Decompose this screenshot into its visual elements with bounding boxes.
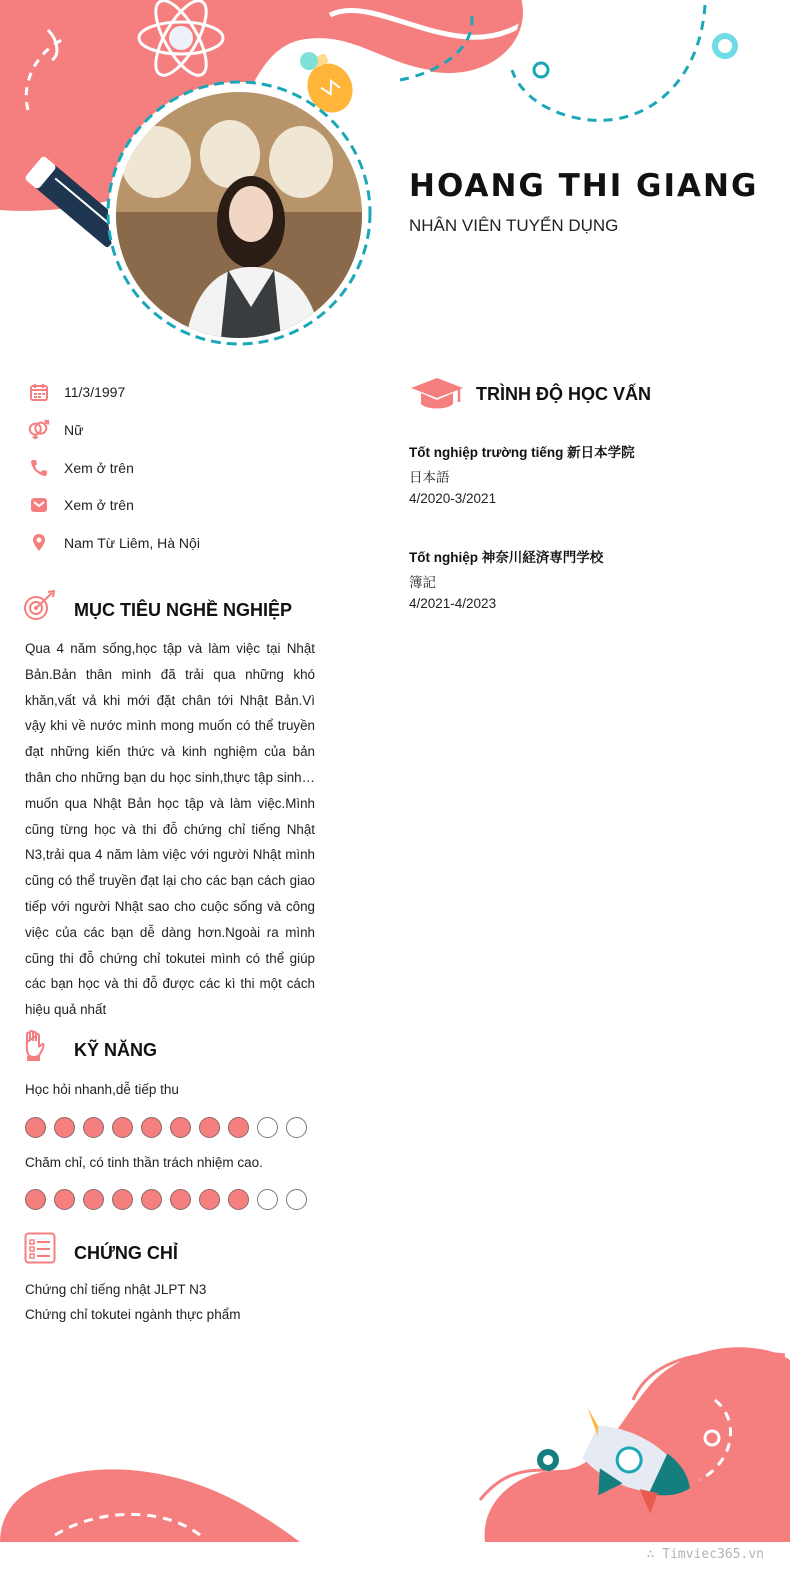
graduation-cap-icon xyxy=(409,376,465,412)
contact-text: Nữ xyxy=(64,422,84,438)
rating-dot-filled xyxy=(170,1117,191,1138)
location-pin-icon xyxy=(28,532,50,554)
rating-dot-empty xyxy=(286,1117,307,1138)
contact-email xyxy=(28,493,134,517)
section-title-education: TRÌNH ĐỘ HỌC VẤN xyxy=(476,384,651,404)
rating-dot-empty xyxy=(257,1117,278,1138)
objective-text: Qua 4 năm sống,học tập và làm việc tại Nhật Bản.Bản thân mình đã trải qua những khó khăn,vất vả khi mới đặt chân tới Nhật Bản.Vì vậy khi về nước mình mong muốn có thể truyền đạt những kiến thức và kinh nghiệm của bản thân cho những bạn du học sinh,thực tập sinh…muốn qua Nhật Bản học tập và làm việc.Mình cũng từng học và thi đỗ chứng chỉ tiếng Nhật N3,trải qua 4 năm làm việc với người Nhật mình cũng có thể truyền đạt lại cho các bạn cách giao tiếp với người Nhật sao cho cuộc sống và công việc của các bạn dễ dàng hơn.Ngoài ra mình cũng thi đỗ chứng chỉ tokutei mình có thể giúp các bạn học và thi đỗ được các kì thi một cách hiệu quả nhất xyxy=(25,641,315,1018)
skill-rating xyxy=(25,1189,307,1210)
section-title-objective: MỤC TIÊU NGHỀ NGHIỆP xyxy=(74,600,293,620)
rating-dot-filled xyxy=(199,1189,220,1210)
checklist-icon xyxy=(24,1232,56,1264)
hand-icon xyxy=(22,1028,48,1062)
certificate-item: Chứng chỉ tiếng nhật JLPT N3 xyxy=(25,1282,207,1297)
rating-dot-empty xyxy=(257,1189,278,1210)
watermark: ∴ Timviec365.vn xyxy=(646,1547,764,1562)
email-icon xyxy=(28,494,50,516)
rating-dot-filled xyxy=(25,1117,46,1138)
rating-dot-filled xyxy=(141,1189,162,1210)
job-title: NHÂN VIÊN TUYỂN DỤNG xyxy=(409,216,619,235)
avatar xyxy=(116,92,362,338)
contact-text: Nam Từ Liêm, Hà Nội xyxy=(64,535,200,551)
section-title-certificates: CHỨNG CHỈ xyxy=(74,1243,178,1263)
skill-name: Học hỏi nhanh,dễ tiếp thu xyxy=(25,1082,179,1097)
rating-dot-filled xyxy=(54,1189,75,1210)
certificate-item: Chứng chỉ tokutei ngành thực phẩm xyxy=(25,1307,241,1322)
rating-dot-filled xyxy=(112,1117,133,1138)
education-school: Tốt nghiệp 神奈川経済専門学校 xyxy=(409,550,604,565)
rating-dot-empty xyxy=(286,1189,307,1210)
calendar-icon xyxy=(28,381,50,403)
education-major: 日本語 xyxy=(409,470,450,485)
contact-address xyxy=(28,531,200,555)
education-period: 4/2021-4/2023 xyxy=(409,596,497,611)
rating-dot-filled xyxy=(83,1189,104,1210)
rating-dot-filled xyxy=(199,1117,220,1138)
footer-decoration xyxy=(0,1330,800,1584)
rating-dot-filled xyxy=(83,1117,104,1138)
contact-birthday xyxy=(28,380,125,404)
skill-name: Chăm chỉ, có tinh thần trách nhiệm cao. xyxy=(25,1155,263,1170)
contact-text: Xem ở trên xyxy=(64,460,134,476)
rating-dot-filled xyxy=(54,1117,75,1138)
contact-gender xyxy=(28,418,83,442)
rating-dot-filled xyxy=(25,1189,46,1210)
gender-icon xyxy=(28,419,50,441)
rating-dot-filled xyxy=(170,1189,191,1210)
education-major: 簿記 xyxy=(409,575,436,590)
skill-rating xyxy=(25,1117,307,1138)
phone-icon xyxy=(28,457,50,479)
rating-dot-filled xyxy=(141,1117,162,1138)
candidate-name: HOANG THI GIANG xyxy=(409,168,759,204)
rating-dot-filled xyxy=(112,1189,133,1210)
education-period: 4/2020-3/2021 xyxy=(409,491,497,506)
rating-dot-filled xyxy=(228,1189,249,1210)
contact-text: Xem ở trên xyxy=(64,497,134,513)
education-school: Tốt nghiệp trường tiếng 新日本学院 xyxy=(409,445,635,460)
target-icon xyxy=(22,590,58,622)
contact-phone xyxy=(28,456,134,480)
section-title-skills: KỸ NĂNG xyxy=(74,1040,158,1060)
contact-text: 11/3/1997 xyxy=(64,384,126,400)
rating-dot-filled xyxy=(228,1117,249,1138)
